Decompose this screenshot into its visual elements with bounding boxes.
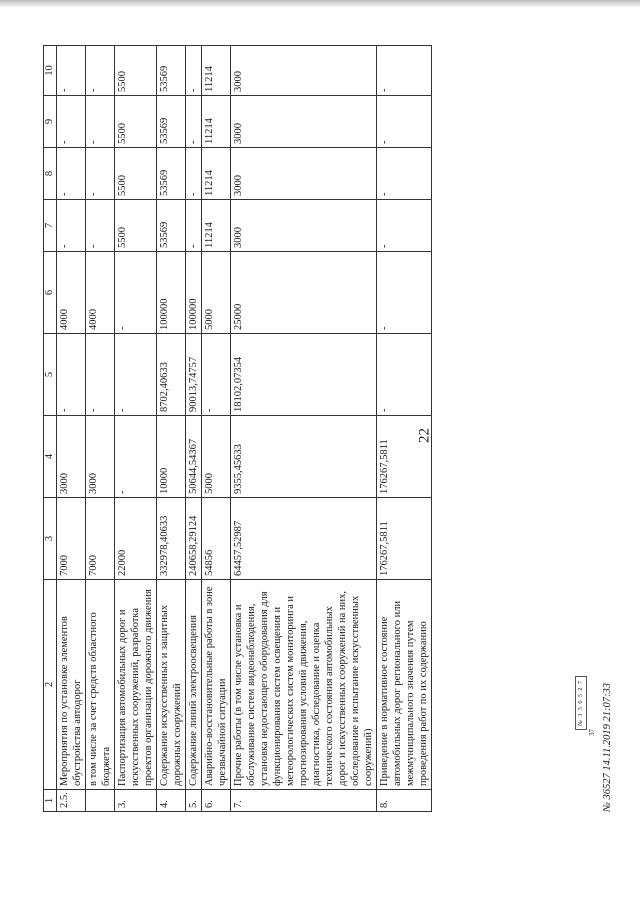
row-number-cell: 7. xyxy=(231,790,377,812)
header-cell: 3 xyxy=(44,498,57,580)
table-row xyxy=(86,46,115,812)
amount-cell: 7000 xyxy=(57,498,86,580)
amount-cell: 3000 xyxy=(86,416,115,498)
amount-cell: - xyxy=(377,96,432,148)
activity-cell: Содержание линий электроосвещения xyxy=(186,580,202,790)
amount-cell: 5000 xyxy=(202,252,231,334)
amount-cell: 11214 xyxy=(202,148,231,200)
activity-cell: Приведение в нормативное состояние автомобильных дорог регионального или межмуниципального значения путем проведения работ по их содержанию xyxy=(377,580,432,790)
rotated-table-container xyxy=(43,46,623,812)
table-row xyxy=(186,46,202,812)
amount-cell: - xyxy=(186,200,202,252)
amount-cell: 3000 xyxy=(231,148,377,200)
amount-cell: - xyxy=(115,334,157,416)
amount-cell: 25000 xyxy=(231,252,377,334)
amount-cell: 64457,52987 xyxy=(231,498,377,580)
table-row xyxy=(157,46,186,812)
amount-cell: - xyxy=(377,334,432,416)
amount-cell: - xyxy=(115,416,157,498)
amount-cell: 5000 xyxy=(202,416,231,498)
amount-cell: 4000 xyxy=(57,252,86,334)
amount-cell: - xyxy=(377,200,432,252)
amount-cell: 53569 xyxy=(157,200,186,252)
amount-cell: - xyxy=(86,148,115,200)
table-row xyxy=(57,46,86,812)
activity-cell: Мероприятия по установке элементов обустройства автодорог xyxy=(57,580,86,790)
amount-cell: 5500 xyxy=(115,200,157,252)
amount-cell: 176267,5811 xyxy=(377,498,432,580)
amount-cell: - xyxy=(57,96,86,148)
amount-cell: 11214 xyxy=(202,200,231,252)
amount-cell: 53569 xyxy=(157,148,186,200)
amount-cell: 5500 xyxy=(115,148,157,200)
amount-cell: - xyxy=(86,46,115,96)
row-number-cell: 6. xyxy=(202,790,231,812)
amount-cell: - xyxy=(86,200,115,252)
amount-cell: - xyxy=(202,334,231,416)
header-row xyxy=(44,46,57,812)
amount-cell: 176267,5811 xyxy=(377,416,432,498)
amount-cell: 9355,45633 xyxy=(231,416,377,498)
amount-cell: 5500 xyxy=(115,46,157,96)
amount-cell: 90013,74757 xyxy=(186,334,202,416)
amount-cell: 53569 xyxy=(157,96,186,148)
activity-cell: Содержание искусственных и защитных дорожных сооружений xyxy=(157,580,186,790)
amount-cell: - xyxy=(86,96,115,148)
amount-cell: 3000 xyxy=(231,46,377,96)
activity-cell: Паспортизация автомобильных дорог и искусственных сооружений, разработка проектов организации дорожного движения xyxy=(115,580,157,790)
amount-cell: - xyxy=(115,252,157,334)
registration-number: № 36527 14.11.2019 21:07:33 xyxy=(602,683,613,812)
amount-cell: 8702,40633 xyxy=(157,334,186,416)
header-cell: 1 xyxy=(44,790,57,812)
amount-cell: 11214 xyxy=(202,46,231,96)
amount-cell: 100000 xyxy=(157,252,186,334)
header-cell: 2 xyxy=(44,580,57,790)
amount-cell: - xyxy=(377,148,432,200)
amount-cell: 22000 xyxy=(115,498,157,580)
amount-cell: - xyxy=(57,334,86,416)
header-cell: 5 xyxy=(44,334,57,416)
amount-cell: 11214 xyxy=(202,96,231,148)
amount-cell: - xyxy=(57,46,86,96)
amount-cell: 53569 xyxy=(157,46,186,96)
table-row xyxy=(115,46,157,812)
amount-cell: 50644,54367 xyxy=(186,416,202,498)
registry-stamp: № 3 5 6 5 2 7 xyxy=(575,676,587,730)
header-cell: 4 xyxy=(44,416,57,498)
header-cell: 10 xyxy=(44,46,57,96)
amount-cell: 3000 xyxy=(231,200,377,252)
amount-cell: - xyxy=(377,46,432,96)
amount-cell: 18102,07354 xyxy=(231,334,377,416)
row-number-cell: 4. xyxy=(157,790,186,812)
amount-cell: 3000 xyxy=(57,416,86,498)
amount-cell: - xyxy=(186,96,202,148)
amount-cell: - xyxy=(377,252,432,334)
activity-cell: Прочие работы (в том числе установка и обслуживание систем видеонаблюдения, установка недостающего оборудования для функционирования систем освещения и метеорологических систем мониторинга и прогнозирования условий движения, диагностика, обследование и оценка технического состояния автомобильных дорог и искусственных сооружений на них, обследование и испытание искусственных сооружений) xyxy=(231,580,377,790)
header-cell: 8 xyxy=(44,148,57,200)
header-cell: 9 xyxy=(44,96,57,148)
scan-edge xyxy=(0,0,640,8)
amount-cell: 332978,40633 xyxy=(157,498,186,580)
header-cell: 6 xyxy=(44,252,57,334)
amount-cell: 3000 xyxy=(231,96,377,148)
amount-cell: 4000 xyxy=(86,252,115,334)
activity-cell: Аварийно-восстановительные работы в зоне чрезвычайной ситуации xyxy=(202,580,231,790)
row-number-cell: 5. xyxy=(186,790,202,812)
table-row xyxy=(377,46,432,812)
activity-cell: в том числе за счет средств областного бюджета xyxy=(86,580,115,790)
amount-cell: 5500 xyxy=(115,96,157,148)
amount-cell: - xyxy=(57,148,86,200)
corner-mark: 37 xyxy=(588,729,596,736)
budget-table xyxy=(43,45,432,812)
row-number-cell: 2.5. xyxy=(57,790,86,812)
page-number: 22 xyxy=(416,428,433,443)
amount-cell: - xyxy=(186,46,202,96)
amount-cell: 240658,29124 xyxy=(186,498,202,580)
row-number-cell: 8. xyxy=(377,790,432,812)
amount-cell: 54856 xyxy=(202,498,231,580)
amount-cell: - xyxy=(186,148,202,200)
amount-cell: - xyxy=(86,334,115,416)
amount-cell: 10000 xyxy=(157,416,186,498)
row-number-cell xyxy=(86,790,115,812)
amount-cell: 100000 xyxy=(186,252,202,334)
table-row xyxy=(202,46,231,812)
amount-cell: 7000 xyxy=(86,498,115,580)
header-cell: 7 xyxy=(44,200,57,252)
amount-cell: - xyxy=(57,200,86,252)
table-row xyxy=(231,46,377,812)
row-number-cell: 3. xyxy=(115,790,157,812)
